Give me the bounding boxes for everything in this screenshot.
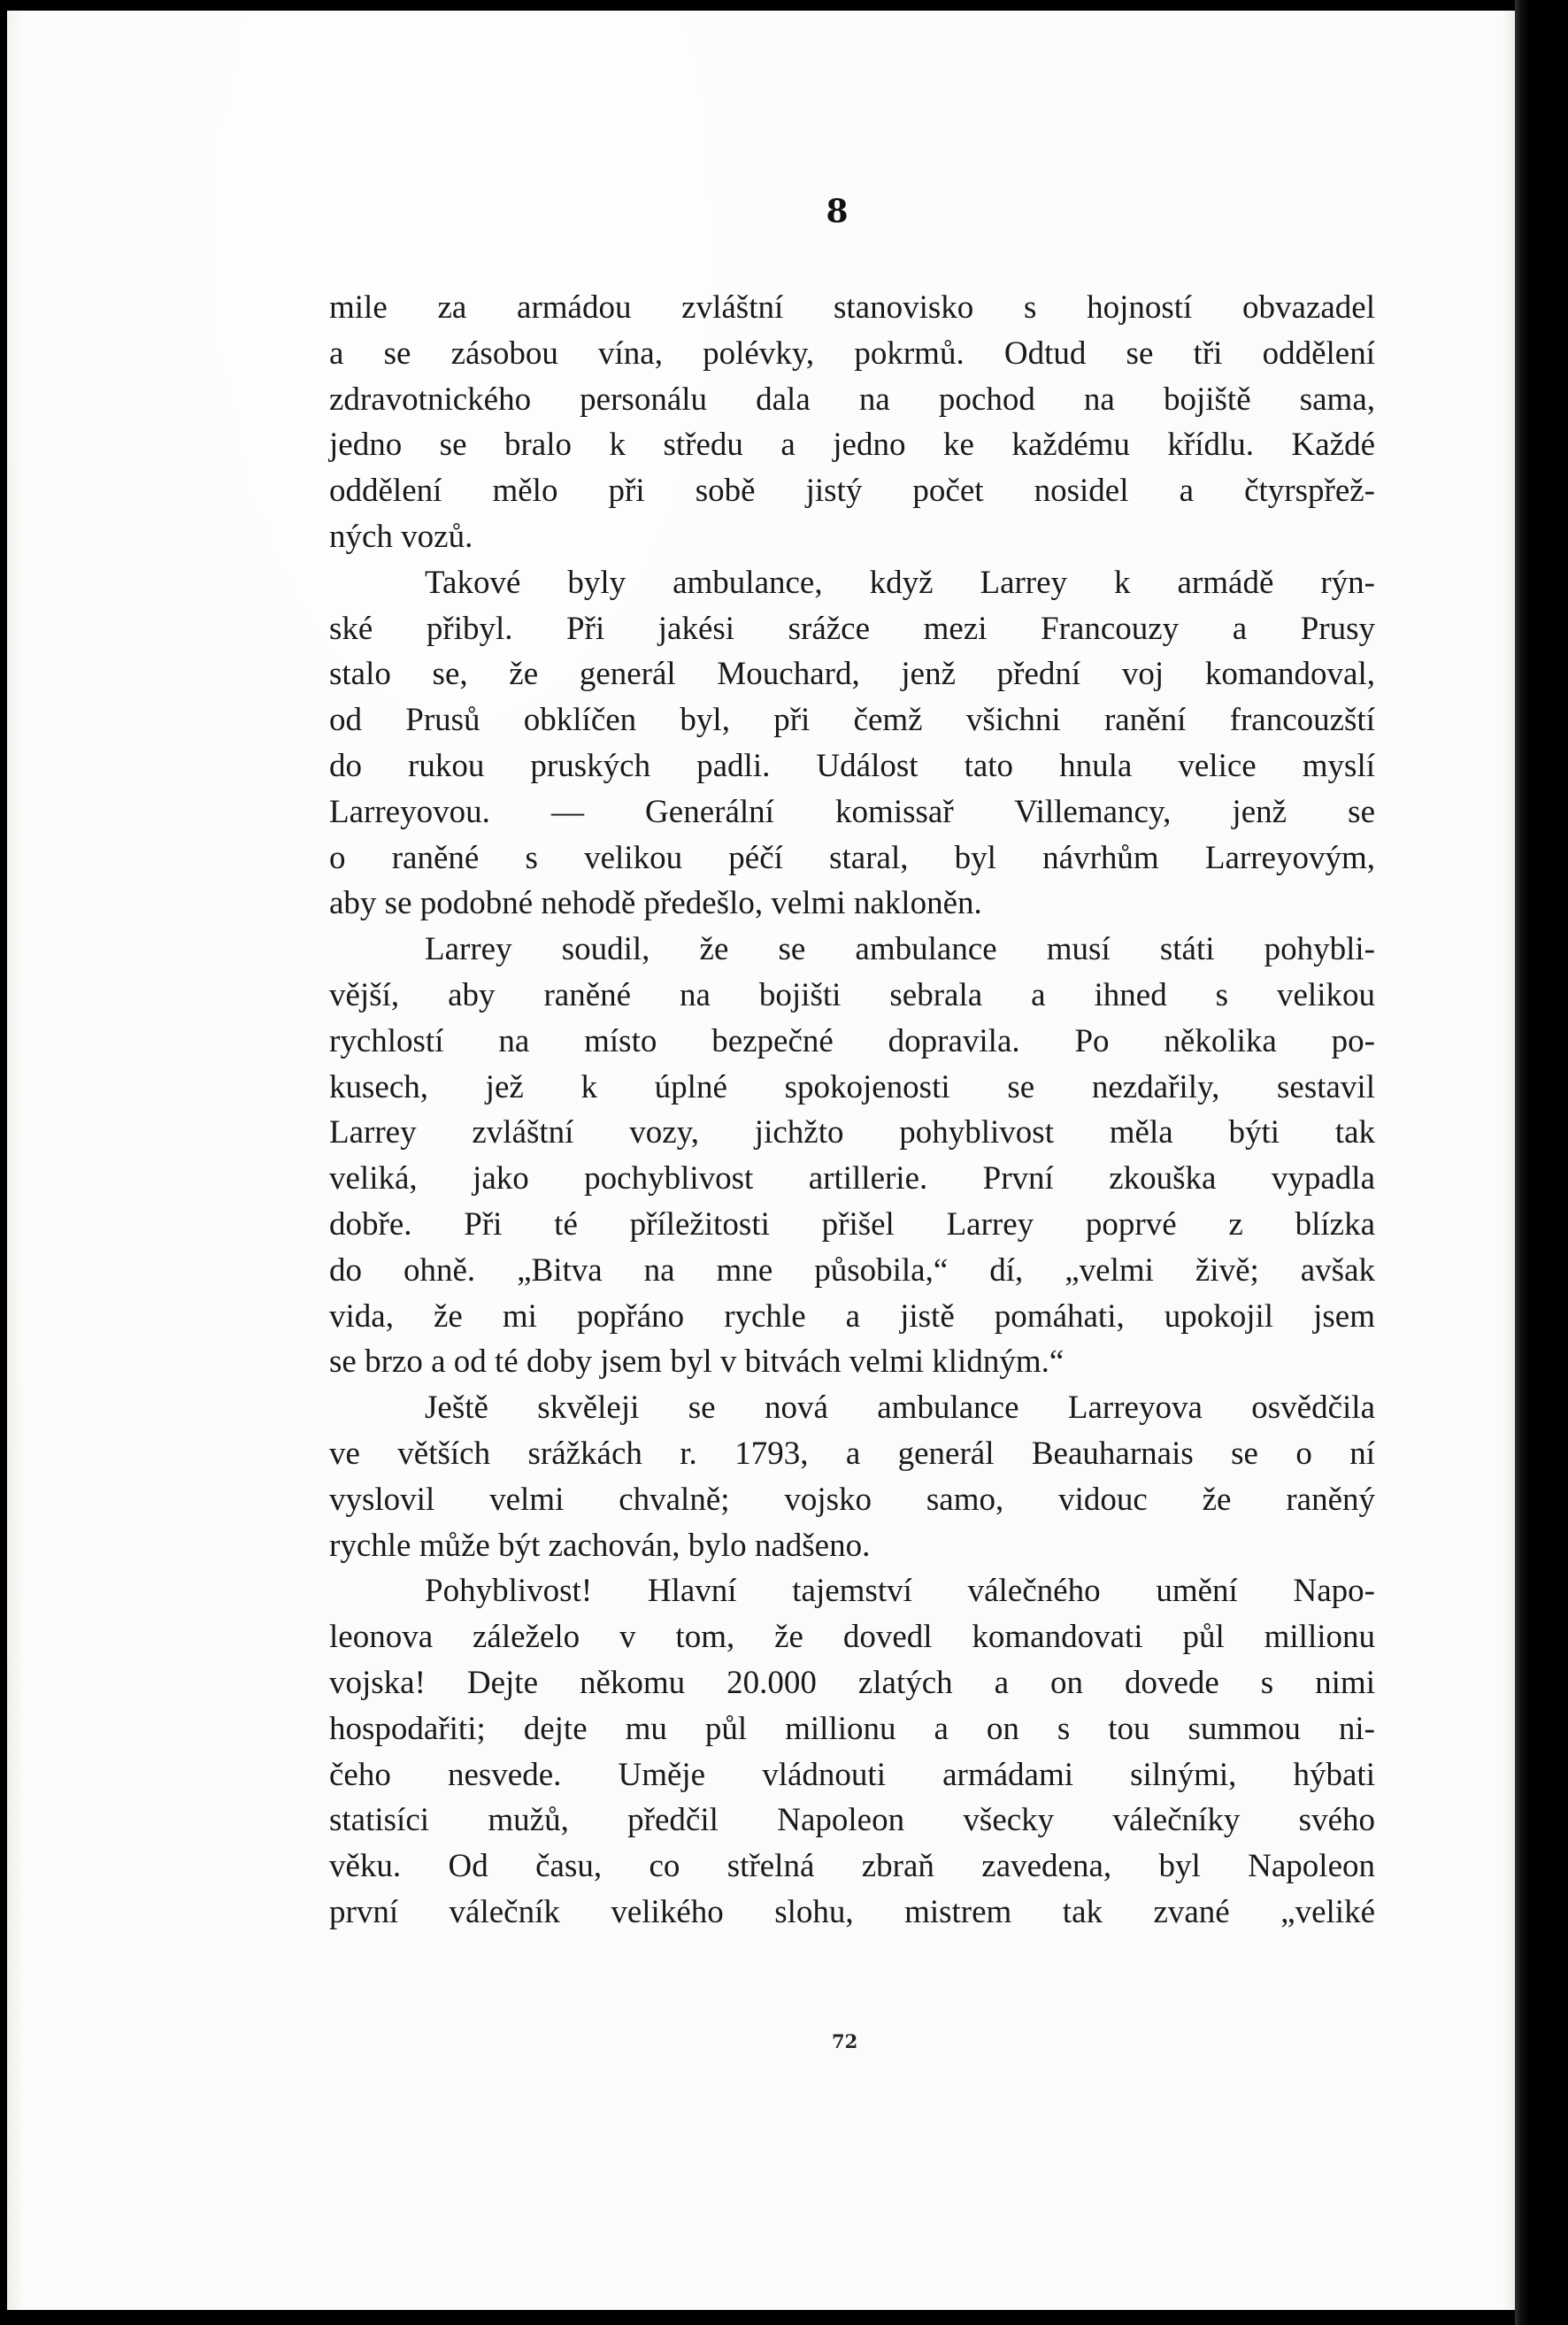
text-line: čeho nesvede. Uměje vládnouti armádami silnými, hýbati: [329, 1756, 1375, 1793]
text-line: ské přibyl. Při jakési srážce mezi Francouzy a Prusy: [329, 610, 1375, 647]
text-line: Larrey zvláštní vozy, jichžto pohyblivost měla býti tak: [329, 1114, 1375, 1151]
page-number: 8: [826, 193, 849, 230]
text-line: mile za armádou zvláštní stanovisko s hojností obvazadel: [329, 289, 1375, 326]
text-line: stalo se, že generál Mouchard, jenž přední voj komandoval,: [329, 656, 1375, 693]
text-line: věku. Od času, co střelná zbraň zavedena, byl Napoleon: [329, 1848, 1375, 1885]
text-line: vější, aby raněné na bojišti sebrala a ihned s velikou: [329, 976, 1375, 1013]
text-line: první válečník velikého slohu, mistrem tak zvané „veliké: [329, 1893, 1375, 1930]
text-line: statisíci mužů, předčil Napoleon všecky válečníky svého: [329, 1802, 1375, 1839]
text-line: hospodařiti; dejte mu půl millionu a on s tou summou ni-: [329, 1710, 1375, 1747]
paragraph-first-line: Takové byly ambulance, když Larrey k armádě rýn-: [425, 564, 1375, 601]
paragraph-first-line: Ještě skvěleji se nová ambulance Larreyova osvědčila: [425, 1390, 1375, 1427]
text-line: aby se podobné nehodě předešlo, velmi nakloněn.: [329, 885, 982, 922]
text-line: zdravotnického personálu dala na pochod na bojiště sama,: [329, 381, 1375, 418]
text-line: vida, že mi popřáno rychle a jistě pomáhati, upokojil jsem: [329, 1297, 1375, 1335]
text-line: veliká, jako pochyblivost artillerie. První zkouška vypadla: [329, 1160, 1375, 1197]
text-line: ve větších srážkách r. 1793, a generál Beauharnais se o ní: [329, 1435, 1375, 1472]
text-line: do ohně. „Bitva na mne působila,“ dí, „velmi živě; avšak: [329, 1251, 1375, 1289]
signature-mark: 72: [832, 2030, 858, 2052]
text-line: oddělení mělo při sobě jistý počet nosidel a čtyrspřež-: [329, 473, 1375, 510]
page-edge-shadow: [1515, 0, 1529, 2325]
text-line: jedno se bralo k středu a jedno ke každému křídlu. Každé: [329, 427, 1375, 464]
text-line: vyslovil velmi chvalně; vojsko samo, vidouc že raněný: [329, 1481, 1375, 1518]
paragraph-first-line: Pohyblivost! Hlavní tajemství válečného umění Napo-: [425, 1573, 1375, 1610]
text-line: rychlostí na místo bezpečné dopravila. Po několika po-: [329, 1022, 1375, 1059]
text-line: vojska! Dejte někomu 20.000 zlatých a on dovede s nimi: [329, 1664, 1375, 1701]
text-line: ných vozů.: [329, 518, 473, 555]
text-line: Larreyovou. — Generální komissař Villemancy, jenž se: [329, 793, 1375, 830]
text-line: do rukou pruských padli. Událost tato hnula velice myslí: [329, 747, 1375, 784]
paragraph-first-line: Larrey soudil, že se ambulance musí státi pohybli-: [425, 931, 1375, 968]
text-line: rychle může být zachován, bylo nadšeno.: [329, 1527, 871, 1564]
body-text: [329, 285, 1375, 1936]
text-line: leonova záleželo v tom, že dovedl komandovati půl millionu: [329, 1619, 1375, 1656]
text-line: kusech, jež k úplné spokojenosti se nezdařily, sestavil: [329, 1068, 1375, 1105]
text-line: dobře. Při té příležitosti přišel Larrey poprvé z blízka: [329, 1205, 1375, 1243]
text-line: se brzo a od té doby jsem byl v bitvách velmi klidným.“: [329, 1343, 1065, 1381]
text-line: od Prusů obklíčen byl, při čemž všichni ranění francouzští: [329, 702, 1375, 739]
text-line: a se zásobou vína, polévky, pokrmů. Odtud se tři oddělení: [329, 335, 1375, 372]
text-line: o raněné s velikou péčí staral, byl návrhům Larreyovým,: [329, 839, 1375, 876]
